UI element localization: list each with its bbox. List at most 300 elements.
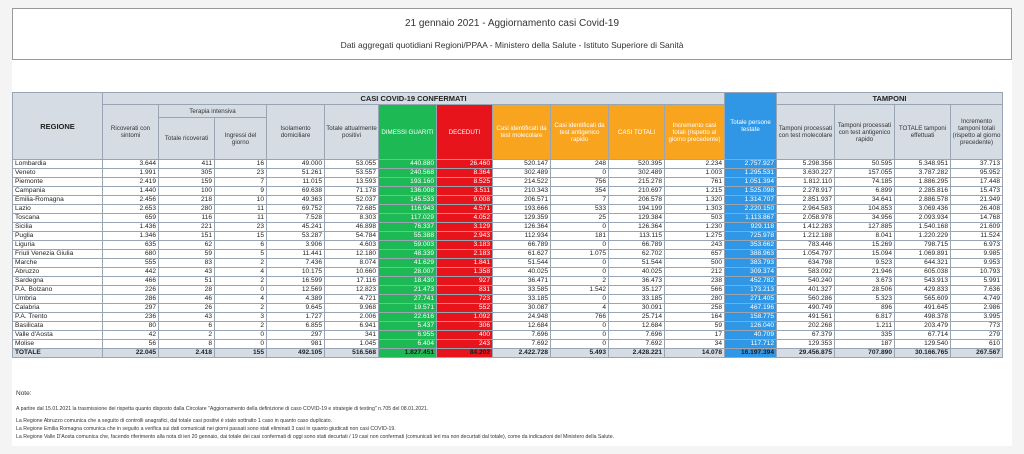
table-cell: 8.525: [437, 178, 493, 187]
table-cell: 59.003: [379, 241, 437, 250]
col-sw-mol: Tamponi processati con test molecolare: [777, 105, 835, 160]
table-cell: 83: [159, 259, 215, 268]
table-row: [13, 169, 1003, 178]
table-cell: 117.029: [379, 214, 437, 223]
table-cell: 560.286: [777, 295, 835, 304]
table-cell: 2.986: [951, 304, 1003, 313]
table-cell: 0: [215, 286, 267, 295]
table-cell: 2.006: [325, 313, 379, 322]
table-cell: 5.493: [551, 349, 609, 358]
table-cell: 6.955: [379, 331, 437, 340]
table-cell: 6.404: [379, 340, 437, 349]
table-cell: 302.489: [493, 169, 551, 178]
table-cell: 66.789: [493, 241, 551, 250]
table-cell: 565.609: [895, 295, 951, 304]
table-cell: 13.593: [325, 178, 379, 187]
table-cell: 4.749: [951, 295, 1003, 304]
covid-data-table: [12, 92, 1003, 358]
table-cell: 67.379: [777, 331, 835, 340]
table-cell: 9.523: [835, 259, 895, 268]
table-cell: 26.460: [437, 160, 493, 169]
table-cell: 215.278: [609, 178, 665, 187]
table-cell: 6: [215, 241, 267, 250]
table-cell: 17.448: [951, 178, 1003, 187]
table-row: [13, 268, 1003, 277]
table-cell: 9.953: [951, 259, 1003, 268]
table-cell: 26.408: [951, 205, 1003, 214]
table-cell: 279: [951, 331, 1003, 340]
table-cell: 305: [159, 169, 215, 178]
table-cell: 84.202: [437, 349, 493, 358]
table-cell: 1.303: [665, 205, 725, 214]
table-cell: 6.899: [835, 187, 895, 196]
table-cell: 401.327: [777, 286, 835, 295]
table-cell: 1.054.797: [777, 250, 835, 259]
table-cell: 12.569: [267, 286, 325, 295]
region-name-cell: Lombardia: [13, 160, 103, 169]
table-cell: 34.641: [835, 196, 895, 205]
table-row: [13, 205, 1003, 214]
table-cell: 243: [437, 340, 493, 349]
table-cell: 4: [215, 295, 267, 304]
table-cell: 491.645: [895, 304, 951, 313]
table-cell: 1.440: [103, 187, 159, 196]
table-cell: 54.784: [325, 232, 379, 241]
table-cell: 335: [835, 331, 895, 340]
table-cell: 112.934: [493, 232, 551, 241]
table-cell: 21.609: [951, 223, 1003, 232]
table-cell: 4.721: [325, 295, 379, 304]
table-cell: 1.220.229: [895, 232, 951, 241]
table-cell: 164: [665, 313, 725, 322]
table-cell: 53.287: [267, 232, 325, 241]
table-cell: 193.666: [493, 205, 551, 214]
table-cell: 158.775: [725, 313, 777, 322]
table-cell: 3.630.227: [777, 169, 835, 178]
table-cell: 104.853: [835, 205, 895, 214]
table-cell: 22.616: [379, 313, 437, 322]
bulletin-sheet: [12, 8, 1012, 446]
table-cell: 297: [103, 304, 159, 313]
table-cell: 1.812.110: [777, 178, 835, 187]
table-cell: 7: [551, 196, 609, 205]
table-cell: 1.075: [551, 250, 609, 259]
table-cell: 69.752: [267, 205, 325, 214]
table-cell: 1.003: [665, 169, 725, 178]
table-cell: 10.793: [951, 268, 1003, 277]
table-cell: 831: [437, 286, 493, 295]
table-cell: 3.511: [437, 187, 493, 196]
table-cell: 3.183: [437, 241, 493, 250]
table-cell: 71.178: [325, 187, 379, 196]
table-cell: 1.540.168: [895, 223, 951, 232]
region-name-cell: Friuli Venezia Giulia: [13, 250, 103, 259]
table-cell: 127.885: [835, 223, 895, 232]
table-cell: 236: [103, 313, 159, 322]
table-cell: 19.571: [379, 304, 437, 313]
table-cell: 11.524: [951, 232, 1003, 241]
table-cell: 354: [551, 187, 609, 196]
table-cell: 37.713: [951, 160, 1003, 169]
table-cell: 2.058.978: [777, 214, 835, 223]
table-cell: 42: [103, 331, 159, 340]
table-cell: 635: [103, 241, 159, 250]
table-cell: 76.337: [379, 223, 437, 232]
table-cell: 543.913: [895, 277, 951, 286]
table-cell: 1.358: [437, 268, 493, 277]
region-name-cell: Toscana: [13, 214, 103, 223]
table-cell: 610: [951, 340, 1003, 349]
table-cell: 15.094: [835, 250, 895, 259]
region-name-cell: P.A. Bolzano: [13, 286, 103, 295]
table-cell: 5.991: [951, 277, 1003, 286]
table-cell: 16.197.394: [725, 349, 777, 358]
table-cell: 2.422.728: [493, 349, 551, 358]
table-cell: 0: [551, 322, 609, 331]
region-name-cell: Abruzzo: [13, 268, 103, 277]
table-cell: 783.446: [777, 241, 835, 250]
region-name-cell: Valle d'Aosta: [13, 331, 103, 340]
table-cell: 756: [551, 178, 609, 187]
table-cell: 2.419: [103, 178, 159, 187]
bulletin-title: 21 gennaio 2021 - Aggiornamento casi Covid-19: [404, 18, 620, 29]
table-cell: 61.627: [493, 250, 551, 259]
table-cell: 280: [159, 205, 215, 214]
table-cell: 9: [215, 187, 267, 196]
table-cell: 17.116: [325, 277, 379, 286]
table-cell: 206.571: [493, 196, 551, 205]
table-cell: 59: [159, 250, 215, 259]
table-cell: 2.285.816: [895, 187, 951, 196]
table-cell: 11.441: [267, 250, 325, 259]
table-cell: 552: [437, 304, 493, 313]
table-cell: 1.230: [665, 223, 725, 232]
col-icu-total: Totale ricoverati: [159, 118, 215, 160]
table-cell: 30.166.765: [895, 349, 951, 358]
table-cell: 5.323: [835, 295, 895, 304]
table-cell: 51.544: [609, 259, 665, 268]
table-cell: 15: [215, 232, 267, 241]
table-cell: 466: [103, 277, 159, 286]
table-row: [13, 331, 1003, 340]
region-name-cell: TOTALE: [13, 349, 103, 358]
table-cell: 18.430: [379, 277, 437, 286]
col-isolation: Isolamento domiciliare: [267, 105, 325, 160]
col-rapid-cases: Casi identificati da test antigenico rapido: [551, 105, 609, 160]
table-cell: 725.978: [725, 232, 777, 241]
table-cell: 0: [551, 241, 609, 250]
col-sw-inc: Incremento tamponi totali (rispetto al giorno precedente): [951, 105, 1003, 160]
table-cell: 6.941: [325, 322, 379, 331]
region-name-cell: Liguria: [13, 241, 103, 250]
table-cell: 2.428.221: [609, 349, 665, 358]
table-cell: 11.015: [267, 178, 325, 187]
table-cell: 0: [215, 331, 267, 340]
table-cell: 442: [103, 268, 159, 277]
table-row: [13, 286, 1003, 295]
table-cell: 129.359: [493, 214, 551, 223]
table-cell: 203.479: [895, 322, 951, 331]
table-cell: 761: [665, 178, 725, 187]
notes-title: Note:: [16, 390, 32, 397]
table-cell: 41.629: [379, 259, 437, 268]
region-name-cell: Lazio: [13, 205, 103, 214]
table-cell: 4.389: [267, 295, 325, 304]
table-cell: 6.855: [267, 322, 325, 331]
table-cell: 429.833: [895, 286, 951, 295]
table-cell: 2.851.937: [777, 196, 835, 205]
total-row: [13, 349, 1003, 358]
table-cell: 2: [215, 322, 267, 331]
region-name-cell: Puglia: [13, 232, 103, 241]
region-name-cell: Sardegna: [13, 277, 103, 286]
table-cell: 4: [551, 304, 609, 313]
table-cell: 238: [665, 277, 725, 286]
note-line: La Regione Abruzzo comunica che a seguito di controlli anagrafici, dal totale casi positivi è stato sottratto 1 caso in quanto caso duplicato.: [16, 418, 333, 424]
table-cell: 56: [103, 340, 159, 349]
table-cell: 1.412.283: [777, 223, 835, 232]
table-row: [13, 196, 1003, 205]
table-cell: 7: [215, 178, 267, 187]
table-cell: 1.211: [835, 322, 895, 331]
table-cell: 59: [665, 322, 725, 331]
table-cell: 4.603: [325, 241, 379, 250]
table-cell: 212: [665, 268, 725, 277]
region-name-cell: Emilia-Romagna: [13, 196, 103, 205]
table-row: [13, 187, 1003, 196]
table-cell: 2.183: [437, 250, 493, 259]
table-cell: 798.715: [895, 241, 951, 250]
table-cell: 498.378: [895, 313, 951, 322]
table-cell: 8.303: [325, 214, 379, 223]
table-cell: 218: [159, 196, 215, 205]
table-cell: 3.906: [267, 241, 325, 250]
table-cell: 2.418: [159, 349, 215, 358]
region-name-cell: P.A. Trento: [13, 313, 103, 322]
table-cell: 30.091: [609, 304, 665, 313]
table-cell: 7.436: [267, 259, 325, 268]
note-line: La Regione Emilia Romagna comunica che in seguito a verifica sui dati comunicati nei giorni passati sono stati eliminati 3 casi in quanto giudicati non casi COVID-19.: [16, 426, 396, 432]
table-cell: 1.991: [103, 169, 159, 178]
table-cell: 2: [159, 331, 215, 340]
table-cell: 0: [215, 340, 267, 349]
table-cell: 3.069.436: [895, 205, 951, 214]
table-cell: 53.557: [325, 169, 379, 178]
table-cell: 0: [551, 223, 609, 232]
table-cell: 896: [835, 304, 895, 313]
table-cell: 2: [215, 277, 267, 286]
table-cell: 26: [159, 304, 215, 313]
col-sw-rapid: Tamponi processati con test antigenico rapido: [835, 105, 895, 160]
table-cell: 3.787.282: [895, 169, 951, 178]
table-cell: 5.437: [379, 322, 437, 331]
table-cell: 267.567: [951, 349, 1003, 358]
table-cell: 11: [215, 205, 267, 214]
table-cell: 302.489: [609, 169, 665, 178]
table-cell: 2.964.583: [777, 205, 835, 214]
table-cell: 271.405: [725, 295, 777, 304]
table-cell: 181: [551, 232, 609, 241]
bulletin-subtitle: Dati aggregati quotidiani Regioni/PPAA - Ministero della Salute - Istituto Superiore di Sanità: [340, 40, 684, 50]
table-row: [13, 160, 1003, 169]
table-cell: 516.568: [325, 349, 379, 358]
table-cell: 0: [551, 340, 609, 349]
table-cell: 67.714: [895, 331, 951, 340]
table-cell: 23: [215, 223, 267, 232]
table-cell: 2.278.917: [777, 187, 835, 196]
table-cell: 634.798: [777, 259, 835, 268]
table-cell: 12.684: [493, 322, 551, 331]
table-cell: 35.127: [609, 286, 665, 295]
table-cell: 773: [951, 322, 1003, 331]
table-cell: 452.782: [725, 277, 777, 286]
table-cell: 157.055: [835, 169, 895, 178]
table-cell: 129.540: [895, 340, 951, 349]
table-cell: 1.886.295: [895, 178, 951, 187]
table-cell: 1.827.451: [379, 349, 437, 358]
table-cell: 36.473: [609, 277, 665, 286]
table-cell: 34: [665, 340, 725, 349]
table-row: [13, 322, 1003, 331]
region-name-cell: Campania: [13, 187, 103, 196]
table-cell: 51: [159, 277, 215, 286]
table-cell: 723: [437, 295, 493, 304]
table-cell: 40.709: [725, 331, 777, 340]
table-cell: 9.968: [325, 304, 379, 313]
table-cell: 116: [159, 214, 215, 223]
table-cell: 8: [159, 340, 215, 349]
table-cell: 258: [665, 304, 725, 313]
table-cell: 492.105: [267, 349, 325, 358]
table-cell: 1.275: [665, 232, 725, 241]
table-cell: 981: [267, 340, 325, 349]
notes-section: [16, 390, 614, 442]
table-cell: 1.113.867: [725, 214, 777, 223]
table-cell: 467.196: [725, 304, 777, 313]
table-row: [13, 304, 1003, 313]
table-row: [13, 214, 1003, 223]
table-cell: 2.757.927: [725, 160, 777, 169]
table-cell: 49.363: [267, 196, 325, 205]
table-cell: 221: [159, 223, 215, 232]
table-cell: 155: [215, 349, 267, 358]
table-cell: 21.949: [951, 196, 1003, 205]
table-cell: 1.215: [665, 187, 725, 196]
table-cell: 129.384: [609, 214, 665, 223]
table-cell: 193.160: [379, 178, 437, 187]
table-cell: 62.702: [609, 250, 665, 259]
table-cell: 0: [551, 268, 609, 277]
table-cell: 145.533: [379, 196, 437, 205]
table-cell: 388.963: [725, 250, 777, 259]
group-confirmed-cases: CASI COVID-19 CONFERMATI: [103, 93, 725, 105]
table-row: [13, 295, 1003, 304]
table-cell: 8.074: [325, 259, 379, 268]
table-cell: 3.673: [835, 277, 895, 286]
table-cell: 411: [159, 160, 215, 169]
region-name-cell: Sicilia: [13, 223, 103, 232]
table-cell: 766: [551, 313, 609, 322]
table-cell: 7.692: [609, 340, 665, 349]
table-cell: 10.175: [267, 268, 325, 277]
table-cell: 16: [215, 160, 267, 169]
table-cell: 9.008: [437, 196, 493, 205]
table-cell: 1.051.394: [725, 178, 777, 187]
table-cell: 2.653: [103, 205, 159, 214]
table-cell: 555: [103, 259, 159, 268]
table-cell: 3: [215, 313, 267, 322]
table-cell: 126.364: [609, 223, 665, 232]
region-name-cell: Veneto: [13, 169, 103, 178]
table-cell: 1.525.098: [725, 187, 777, 196]
table-cell: 36.471: [493, 277, 551, 286]
table-cell: 15.269: [835, 241, 895, 250]
table-cell: 12.180: [325, 250, 379, 259]
table-row: [13, 223, 1003, 232]
table-cell: 927: [437, 277, 493, 286]
table-cell: 4: [215, 268, 267, 277]
col-deaths: DECEDUTI: [437, 105, 493, 160]
table-cell: 5.298.356: [777, 160, 835, 169]
table-cell: 53.055: [325, 160, 379, 169]
table-cell: 43: [159, 268, 215, 277]
table-cell: 306: [437, 322, 493, 331]
table-cell: 48.339: [379, 250, 437, 259]
table-cell: 33.585: [493, 286, 551, 295]
table-cell: 206.578: [609, 196, 665, 205]
table-cell: 45.241: [267, 223, 325, 232]
table-cell: 707.890: [835, 349, 895, 358]
table-cell: 12.684: [609, 322, 665, 331]
table-cell: 10.660: [325, 268, 379, 277]
table-cell: 1.045: [325, 340, 379, 349]
table-cell: 24.948: [493, 313, 551, 322]
table-cell: 43: [159, 313, 215, 322]
table-cell: 353.662: [725, 241, 777, 250]
table-cell: 3.644: [103, 160, 159, 169]
table-cell: 117.712: [725, 340, 777, 349]
table-cell: 40.025: [609, 268, 665, 277]
table-cell: 583.092: [777, 268, 835, 277]
table-cell: 51.261: [267, 169, 325, 178]
col-tested: Totale persone testate: [725, 93, 777, 160]
table-cell: 46.898: [325, 223, 379, 232]
table-cell: 533: [551, 205, 609, 214]
table-cell: 28.506: [835, 286, 895, 295]
table-cell: 1.841: [437, 259, 493, 268]
table-cell: 9.985: [951, 250, 1003, 259]
table-cell: 187: [835, 340, 895, 349]
table-cell: 10: [215, 196, 267, 205]
table-cell: 62: [159, 241, 215, 250]
table-cell: 28.007: [379, 268, 437, 277]
table-cell: 126.364: [493, 223, 551, 232]
table-cell: 29.456.875: [777, 349, 835, 358]
table-cell: 46: [159, 295, 215, 304]
table-cell: 8.041: [835, 232, 895, 241]
table-cell: 383.793: [725, 259, 777, 268]
table-cell: 2.234: [665, 160, 725, 169]
table-cell: 280: [665, 295, 725, 304]
table-row: [13, 178, 1003, 187]
table-cell: 52.037: [325, 196, 379, 205]
table-cell: 116.943: [379, 205, 437, 214]
table-row: [13, 250, 1003, 259]
table-cell: 2.220.150: [725, 205, 777, 214]
note-line: La Regione Valle D'Aosta comunica che, facendo riferimento alla nota di ieri 20 gennaio, dai totale dei casi confermati di oggi sono stati decurtati / 19 casi non confermati (comunicati ieri ma non decurtati dal totale), come da indicazioni del Ministero della Salute.: [16, 434, 615, 440]
table-cell: 17: [665, 331, 725, 340]
table-cell: 16.599: [267, 277, 325, 286]
